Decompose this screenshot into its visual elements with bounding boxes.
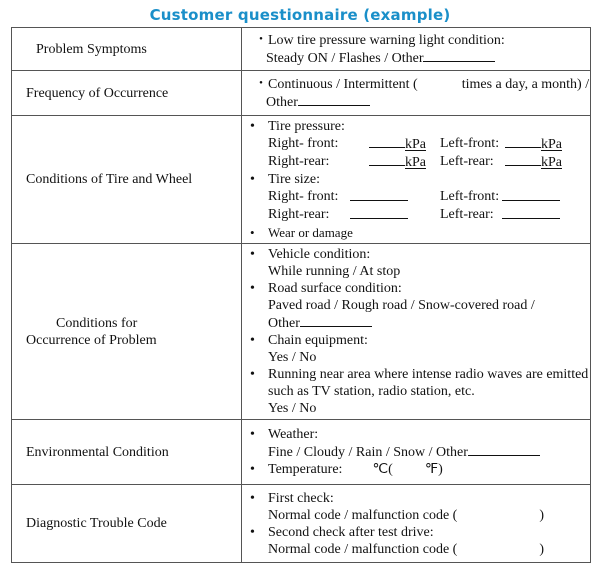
other-blank[interactable] <box>423 49 495 62</box>
row-content: • First check: Normal code / malfunction code ( ) • Second check after test drive: Normal code / malfunction code ( ) <box>242 485 591 563</box>
row-label: Environmental Condition <box>12 420 242 485</box>
row-content: • Vehicle condition: While running / At stop • Road surface condition: Paved road / Rough road / Snow-covered road / Other • Chain equipment: Yes / No • Running near area where intense radio waves are emitted such as TV station, radio station, etc. Yes / No <box>242 244 591 420</box>
row-label: Diagnostic Trouble Code <box>12 485 242 563</box>
row-content: ・Continuous / Intermittent ( times a day, a month) / Other <box>242 71 591 116</box>
first-check-label: First check: <box>268 490 334 506</box>
temperature-label: Temperature: <box>268 462 343 477</box>
size-blank[interactable] <box>502 206 560 219</box>
row-label: Conditions of Tire and Wheel <box>12 116 242 244</box>
vehicle-condition-label: Vehicle condition: <box>268 247 371 262</box>
row-content: ・Low tire pressure warning light condition: Steady ON / Flashes / Other <box>242 28 591 71</box>
table-row <box>12 71 591 116</box>
pressure-blank[interactable] <box>505 135 541 148</box>
row-label: Conditions for Occurrence of Problem <box>12 244 242 420</box>
row-content: • Weather: Fine / Cloudy / Rain / Snow / Other • Temperature: ℃( ℉) <box>242 420 591 485</box>
table-row <box>12 420 591 485</box>
second-check-label: Second check after test drive: <box>268 524 434 540</box>
questionnaire-table <box>11 27 591 563</box>
size-blank[interactable] <box>350 188 408 201</box>
frequency-text-b: times a day, a month) / <box>461 76 590 92</box>
road-surface-label: Road surface condition: <box>268 281 402 296</box>
wear-damage-label: Wear or damage <box>268 225 353 240</box>
other-blank[interactable] <box>468 443 540 456</box>
symptom-condition-text: Low tire pressure warning light condition: <box>268 32 505 48</box>
celsius-text: ℃( <box>372 462 393 477</box>
tire-size-label: Tire size: <box>268 172 320 187</box>
page-title: Customer questionnaire (example) <box>149 6 451 24</box>
table-row <box>12 116 591 244</box>
table-row <box>12 485 591 563</box>
size-blank[interactable] <box>502 188 560 201</box>
weather-label: Weather: <box>268 427 319 442</box>
radio-waves-label: Running near area where intense radio waves are emitted <box>268 367 589 382</box>
other-blank[interactable] <box>300 314 372 327</box>
frequency-other: Other <box>266 94 298 110</box>
other-blank[interactable] <box>298 93 370 106</box>
tire-size-grid: Right- front: Left-front: Right-rear: Left-rear: <box>250 188 590 224</box>
frequency-text-a: Continuous / Intermittent ( <box>268 76 418 92</box>
pressure-blank[interactable] <box>369 135 405 148</box>
fahrenheit-text: ℉) <box>424 462 443 477</box>
size-blank[interactable] <box>350 206 408 219</box>
table-row <box>12 244 591 420</box>
pressure-blank[interactable] <box>369 153 405 166</box>
pressure-blank[interactable] <box>505 153 541 166</box>
row-label: Problem Symptoms <box>12 28 242 71</box>
row-label: Frequency of Occurrence <box>12 71 242 116</box>
row-content: • Tire pressure: Right- front: kPa Left-front: kPa Right-rear: kPa Left-rear: kPa • Tire size: Right- front: Left-front: Right-rear: Left-rear: • Wear or damage <box>242 116 591 244</box>
tire-pressure-label: Tire pressure: <box>268 119 345 134</box>
chain-equipment-label: Chain equipment: <box>268 333 368 348</box>
table-row <box>12 28 591 71</box>
symptom-options: Steady ON / Flashes / Other <box>266 50 424 66</box>
tire-pressure-grid: Right- front: kPa Left-front: kPa Right-rear: kPa Left-rear: kPa <box>268 136 562 170</box>
